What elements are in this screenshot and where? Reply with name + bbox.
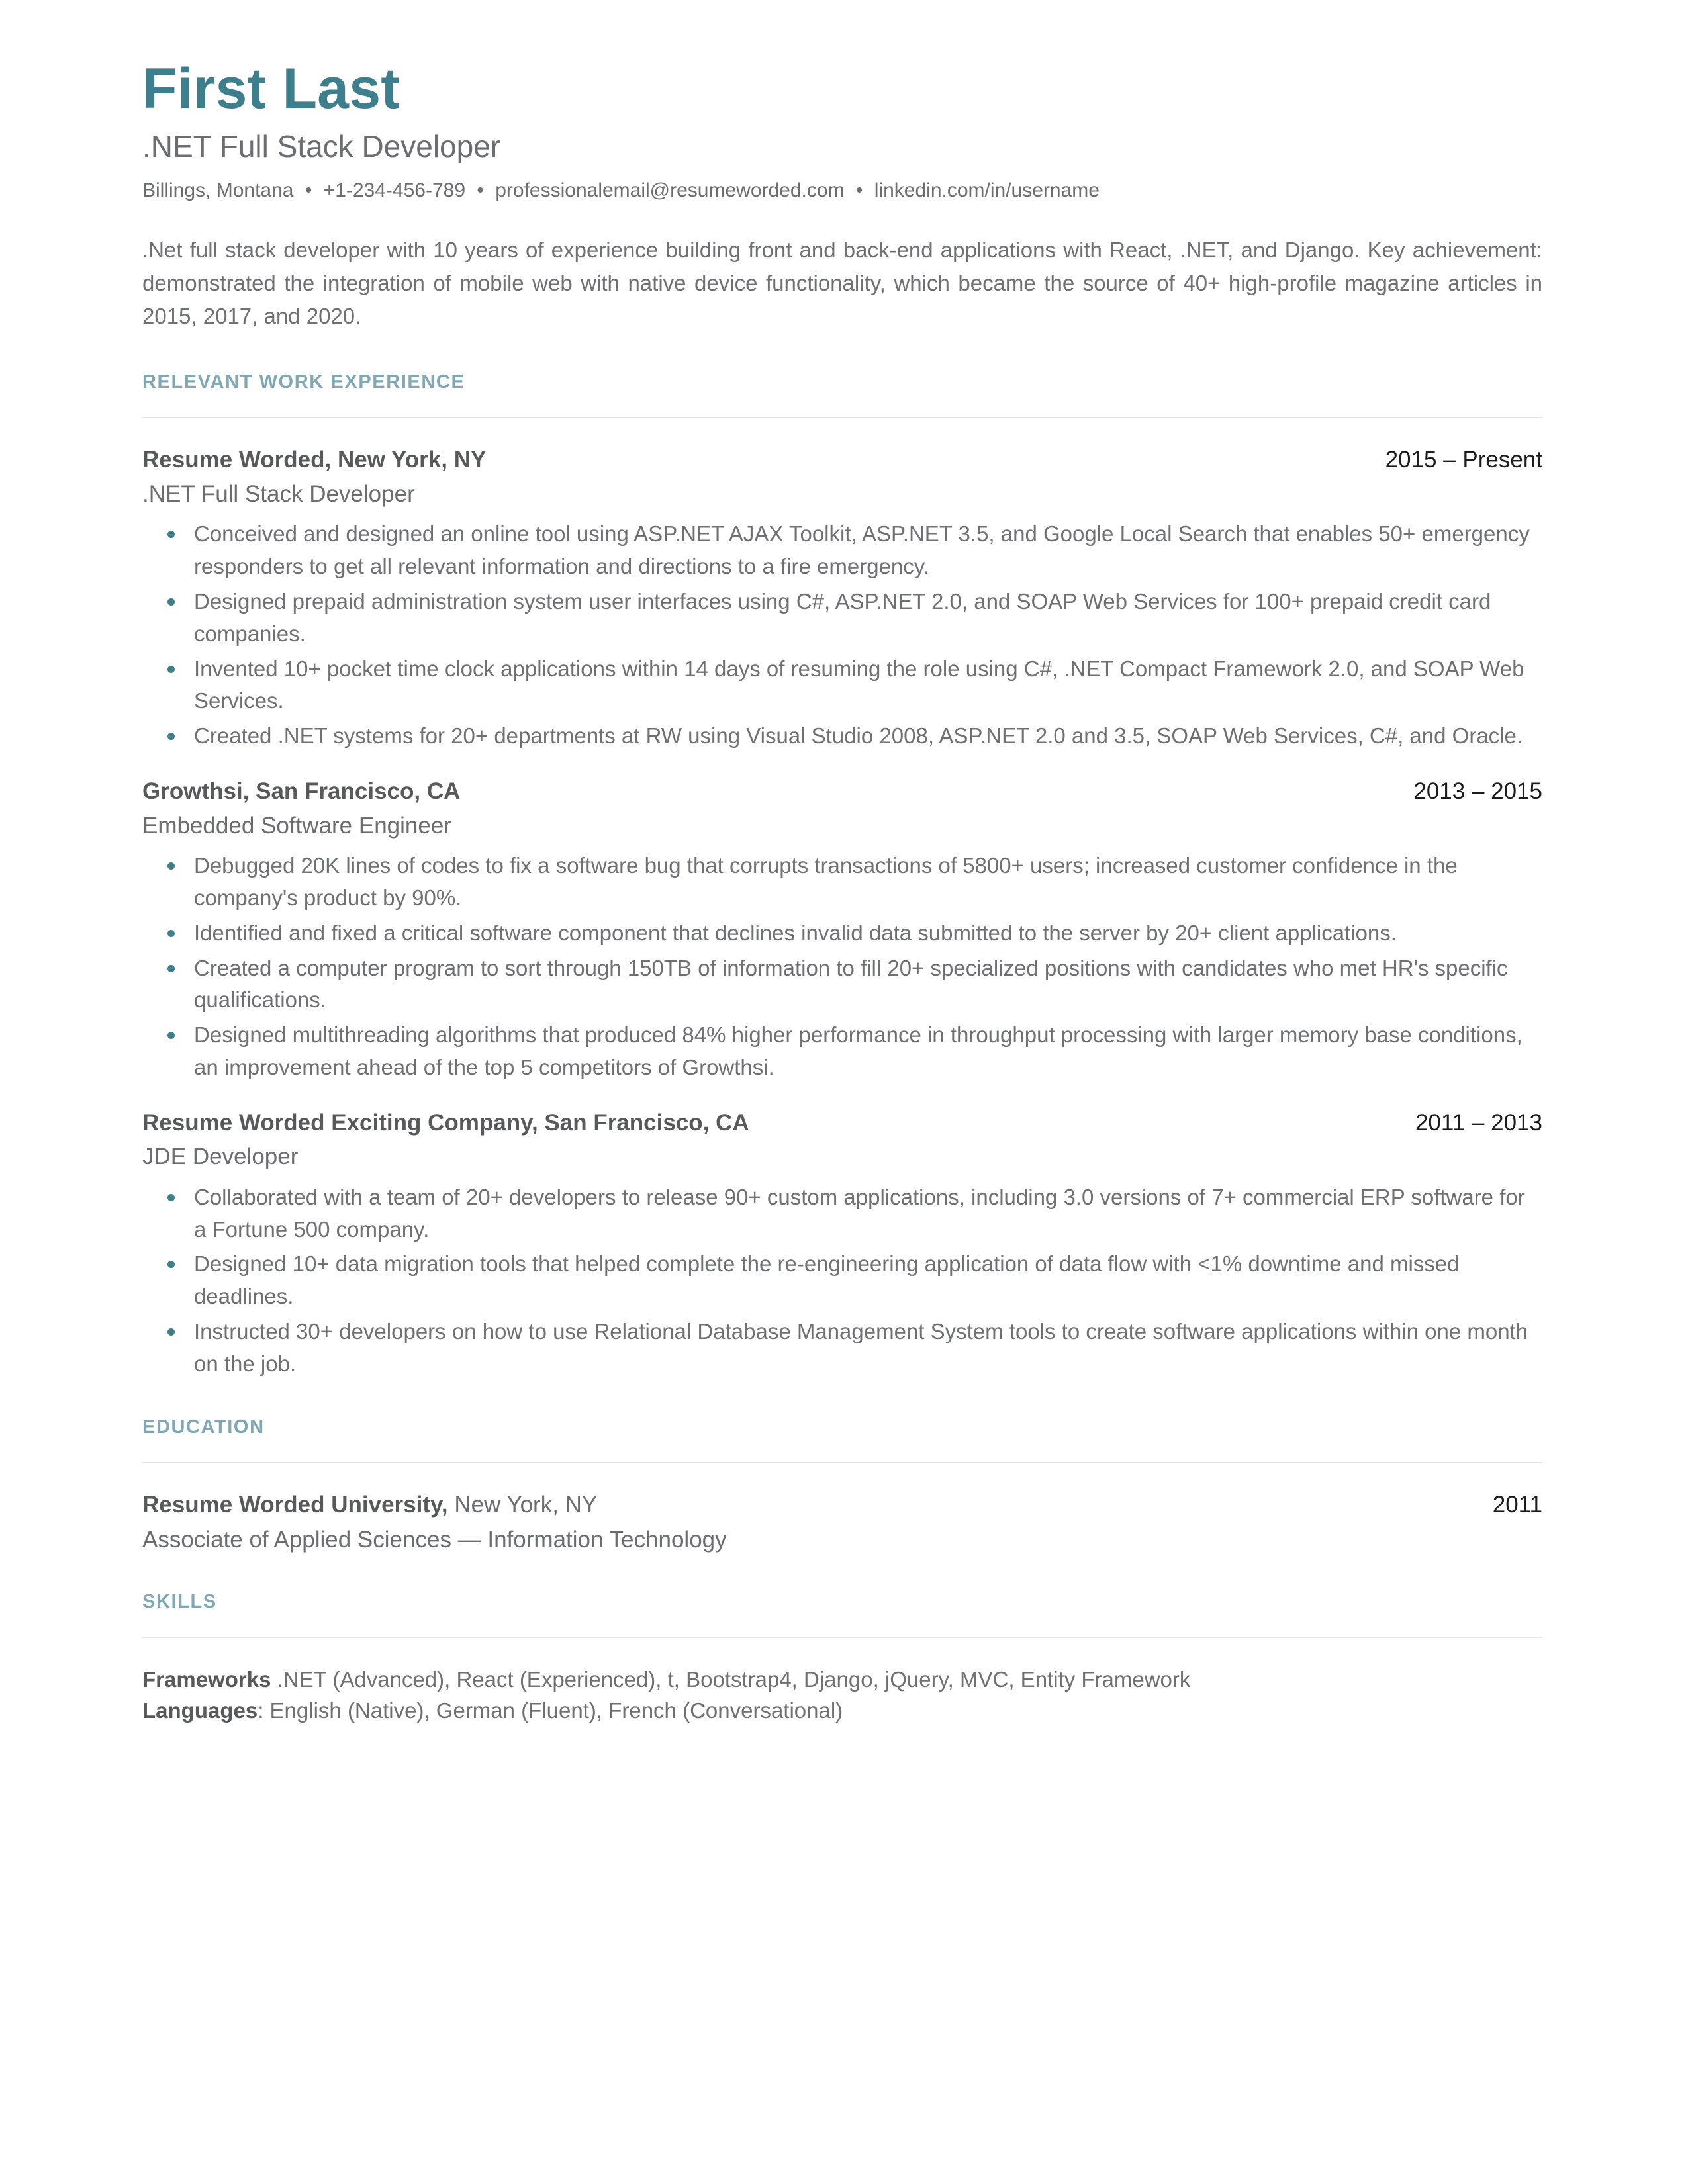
experience-entry — [142, 776, 1542, 1084]
experience-bullet — [142, 1181, 1542, 1246]
candidate-name: First Last — [142, 57, 400, 120]
candidate-headline: .NET Full Stack Developer — [142, 128, 501, 163]
experience-bullet-text: Designed 10+ data migration tools that helped complete the re-engineering application of data flow with <1% downtime and missed deadlines. — [194, 1251, 1460, 1309]
experience-bullet-list — [142, 1181, 1542, 1381]
experience-bullet — [142, 1316, 1542, 1381]
experience-bullet-text: Conceived and designed an online tool using ASP.NET AJAX Toolkit, ASP.NET 3.5, and Google Local Search that enables 50+ emergency responders to get all relevant information and directions to a fire emergency. — [194, 522, 1530, 579]
contact-location: Billings, Montana — [142, 179, 294, 201]
experience-bullet — [142, 850, 1542, 915]
skills-row — [142, 1696, 1542, 1727]
experience-bullet-text: Created a computer program to sort through 150TB of information to fill 20+ specialized positions with candidates who met HR's specific qualifications. — [194, 955, 1508, 1013]
bullet-dot-icon — [167, 1194, 175, 1201]
experience-bullet-text: Identified and fixed a critical software component that declines invalid data submitted to the server by 20+ client applications. — [194, 920, 1397, 945]
section-heading-education: EDUCATION — [142, 1416, 265, 1437]
experience-dates: 2011 – 2013 — [1415, 1109, 1542, 1136]
education-school — [142, 1490, 597, 1520]
experience-bullet-text: Created .NET systems for 20+ departments at RW using Visual Studio 2008, ASP.NET 2.0 and 3.5, SOAP Web Services, C#, and Oracle. — [194, 723, 1523, 749]
skills-label: Frameworks — [142, 1666, 271, 1692]
bullet-dot-icon — [167, 862, 175, 870]
section-divider-skills — [142, 1637, 1542, 1638]
experience-entry-header — [142, 445, 1542, 475]
experience-role: .NET Full Stack Developer — [142, 480, 415, 507]
experience-bullet-list — [142, 518, 1542, 752]
education-school-name: Resume Worded University, — [142, 1491, 448, 1518]
experience-company: Growthsi, San Francisco, CA — [142, 778, 461, 805]
contact-phone: +1-234-456-789 — [323, 179, 466, 201]
bullet-dot-icon — [167, 930, 175, 937]
experience-bullet — [142, 917, 1542, 950]
education-entry — [142, 1490, 1542, 1555]
experience-entry — [142, 1108, 1542, 1381]
skills-label: Languages — [142, 1698, 258, 1723]
experience-entry-header — [142, 776, 1542, 807]
experience-dates: 2015 – Present — [1385, 447, 1542, 473]
experience-bullet-list — [142, 850, 1542, 1084]
contact-line — [142, 177, 1542, 203]
bullet-dot-icon — [167, 733, 175, 740]
skills-value: .NET (Advanced), React (Experienced), t, Bootstrap4, Django, jQuery, MVC, Entity Framework — [271, 1666, 1191, 1692]
experience-role: Embedded Software Engineer — [142, 812, 451, 839]
skills-value: : English (Native), German (Fluent), French (Conversational) — [258, 1698, 843, 1723]
experience-entry — [142, 445, 1542, 752]
experience-entry-header — [142, 1108, 1542, 1138]
professional-summary: .Net full stack developer with 10 years of experience building front and back-end applications with React, .NET, and Django. Key achievement: demonstrated the integration of mobile web with native device functionality, which became the source of 40+ high-profile magazine articles in 2015, 2017, and 2020. — [142, 237, 1542, 329]
contact-separator-2: • — [477, 179, 484, 201]
contact-separator-1: • — [305, 179, 312, 201]
experience-dates: 2013 – 2015 — [1413, 778, 1542, 805]
bullet-dot-icon — [167, 1328, 175, 1336]
experience-bullet — [142, 1248, 1542, 1313]
experience-bullet-text: Collaborated with a team of 20+ developers to release 90+ custom applications, including 3.0 versions of 7+ commercial ERP software for a Fortune 500 company. — [194, 1184, 1525, 1242]
experience-bullet — [142, 720, 1542, 752]
contact-linkedin[interactable]: linkedin.com/in/username — [874, 179, 1100, 201]
bullet-dot-icon — [167, 531, 175, 538]
contact-email[interactable]: professionalemail@resumeworded.com — [495, 179, 845, 201]
experience-bullet — [142, 586, 1542, 651]
experience-bullet-text: Invented 10+ pocket time clock applications within 14 days of resuming the role using C#, .NET Compact Framework 2.0, and SOAP Web Services. — [194, 656, 1524, 713]
experience-bullet-text: Designed prepaid administration system user interfaces using C#, ASP.NET 2.0, and SOAP Web Services for 100+ prepaid credit card companies. — [194, 588, 1491, 646]
section-divider-education — [142, 1462, 1542, 1463]
skills-row — [142, 1664, 1542, 1696]
bullet-dot-icon — [167, 1032, 175, 1039]
section-divider-experience — [142, 417, 1542, 418]
contact-separator-3: • — [855, 179, 863, 201]
section-heading-skills: SKILLS — [142, 1590, 217, 1612]
bullet-dot-icon — [167, 598, 175, 606]
experience-bullet-text: Debugged 20K lines of codes to fix a software bug that corrupts transactions of 5800+ users; increased customer confidence in the company's product by 90%. — [194, 853, 1458, 910]
bullet-dot-icon — [167, 1261, 175, 1268]
education-entry-header — [142, 1490, 1542, 1520]
bullet-dot-icon — [167, 965, 175, 972]
experience-bullet — [142, 1019, 1542, 1084]
experience-bullet — [142, 653, 1542, 718]
experience-bullet-text: Instructed 30+ developers on how to use Relational Database Management System tools to create software applications within one month on the job. — [194, 1319, 1528, 1376]
education-degree: Associate of Applied Sciences — Information Technology — [142, 1527, 727, 1553]
education-school-location: New York, NY — [447, 1491, 598, 1518]
experience-bullet-text: Designed multithreading algorithms that produced 84% higher performance in throughput processing with larger memory base conditions, an improvement ahead of the top 5 competitors of Growthsi. — [194, 1023, 1523, 1079]
education-year: 2011 — [1492, 1491, 1542, 1518]
bullet-dot-icon — [167, 666, 175, 673]
experience-role: JDE Developer — [142, 1144, 299, 1170]
experience-bullet — [142, 518, 1542, 583]
experience-company: Resume Worded Exciting Company, San Francisco, CA — [142, 1109, 749, 1136]
section-heading-experience: RELEVANT WORK EXPERIENCE — [142, 371, 465, 393]
experience-bullet — [142, 952, 1542, 1017]
experience-company: Resume Worded, New York, NY — [142, 447, 487, 473]
